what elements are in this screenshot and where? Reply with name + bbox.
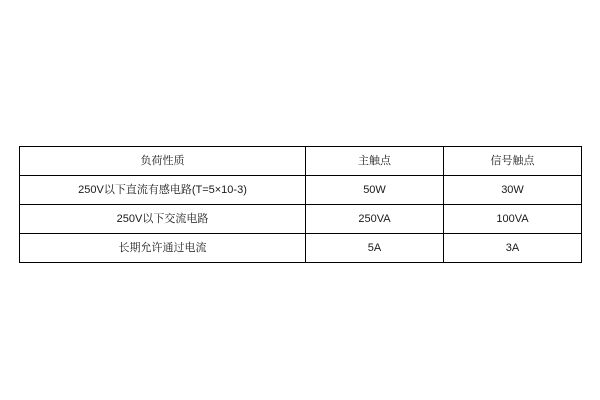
column-header-main-contact: 主触点 [306,147,444,176]
cell-load-type: 250V以下交流电路 [20,205,306,234]
cell-main-contact: 5A [306,234,444,263]
column-header-load-type: 负荷性质 [20,147,306,176]
column-header-signal-contact: 信号触点 [444,147,582,176]
cell-load-type: 长期允许通过电流 [20,234,306,263]
table-row [20,234,582,263]
cell-load-type: 250V以下直流有感电路(T=5×10-3) [20,176,306,205]
spec-table-container [19,146,581,263]
table-header-row [20,147,582,176]
contact-rating-table [19,146,582,263]
cell-signal-contact: 30W [444,176,582,205]
cell-signal-contact: 3A [444,234,582,263]
cell-main-contact: 50W [306,176,444,205]
cell-signal-contact: 100VA [444,205,582,234]
table-row [20,205,582,234]
cell-main-contact: 250VA [306,205,444,234]
table-row [20,176,582,205]
